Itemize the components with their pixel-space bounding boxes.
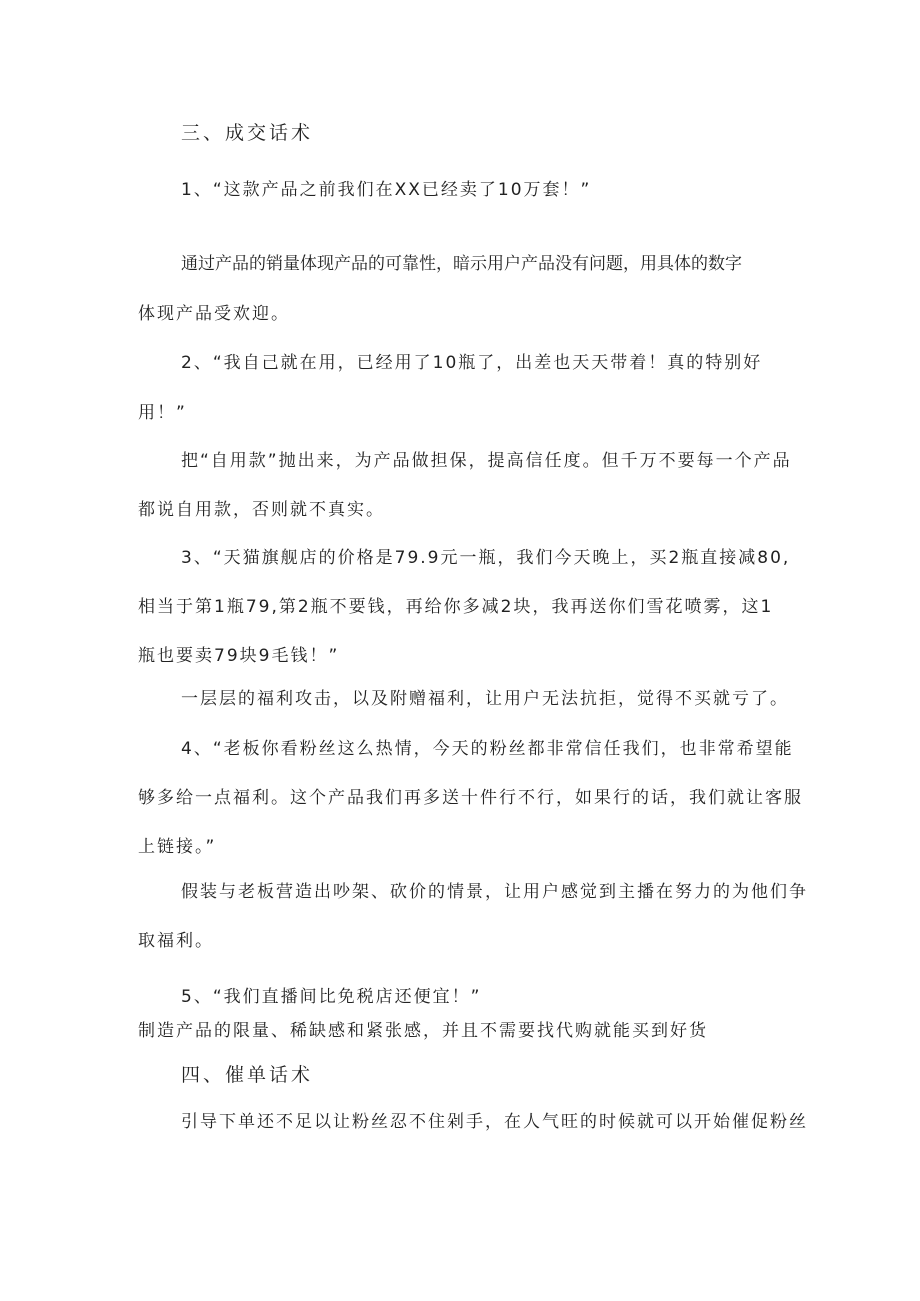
item-1-desc-line-2: 体现产品受欢迎。 <box>138 304 290 324</box>
item-4-description <box>138 880 808 953</box>
section-heading-4: 四、催单话术 <box>181 1064 314 1086</box>
heading-4-description <box>138 1110 808 1134</box>
item-4-quote-line-2: 够多给一点福利。这个产品我们再多送十件行不行，如果行的话，我们就让客服 <box>138 788 803 808</box>
item-4-quote <box>138 737 803 859</box>
item-4-quote-line-3: 上链接。” <box>138 837 217 857</box>
item-4-desc-line-2: 取福利。 <box>138 931 214 951</box>
item-1-description <box>138 252 784 326</box>
item-5-quote <box>138 985 784 1009</box>
item-2-description <box>138 449 792 522</box>
item-3-desc-text: 一层层的福利攻击，以及附赠福利，让用户无法抗拒，觉得不买就亏了。 <box>181 689 789 709</box>
item-5-desc-text: 制造产品的限量、稀缺感和紧张感，并且不需要找代购就能买到好货 <box>138 1021 708 1041</box>
item-2-desc-line-2: 都说自用款，否则就不真实。 <box>138 500 385 520</box>
section-heading-3: 三、成交话术 <box>181 122 314 144</box>
item-1-desc-line-1-text: 通过产品的销量体现产品的可靠性，暗示用户产品没有问题，用具体的数字 <box>181 254 742 274</box>
item-5-quote-text: 5、“我们直播间比免税店还便宜！” <box>181 987 482 1007</box>
item-2-desc-line-1: 把“自用款”抛出来，为产品做担保，提高信任度。但千万不要每一个产品 <box>181 451 792 471</box>
item-1-quote <box>138 178 784 202</box>
item-2-quote <box>138 351 784 425</box>
item-1-quote-text: 1、“这款产品之前我们在XX已经卖了10万套！” <box>181 180 592 200</box>
item-1-desc-line-1 <box>138 252 784 276</box>
item-4-quote-line-1: 4、“老板你看粉丝这么热情，今天的粉丝都非常信任我们，也非常希望能 <box>181 739 794 759</box>
section-heading-closing-scripts <box>138 121 784 145</box>
item-5-description <box>138 1019 784 1043</box>
item-2-quote-line-2: 用！” <box>138 403 187 423</box>
item-3-description <box>138 687 789 711</box>
section-heading-urging-scripts <box>138 1063 784 1087</box>
item-4-desc-line-1: 假装与老板营造出吵架、砍价的情景，让用户感觉到主播在努力的为他们争 <box>181 882 808 902</box>
item-2-quote-line-1: 2、“我自己就在用，已经用了10瓶了，出差也天天带着！真的特别好 <box>181 353 763 373</box>
item-3-quote-line-3: 瓶也要卖79块9毛钱！” <box>138 646 340 666</box>
heading-4-desc-text: 引导下单还不足以让粉丝忍不住剁手，在人气旺的时候就可以开始催促粉丝 <box>181 1112 808 1132</box>
item-3-quote <box>138 546 791 668</box>
item-3-quote-line-1: 3、“天猫旗舰店的价格是79.9元一瓶，我们今天晚上，买2瓶直接减80, <box>181 548 791 568</box>
item-3-quote-line-2: 相当于第1瓶79,第2瓶不要钱，再给你多减2块，我再送你们雪花喷雾，这1 <box>138 597 774 617</box>
